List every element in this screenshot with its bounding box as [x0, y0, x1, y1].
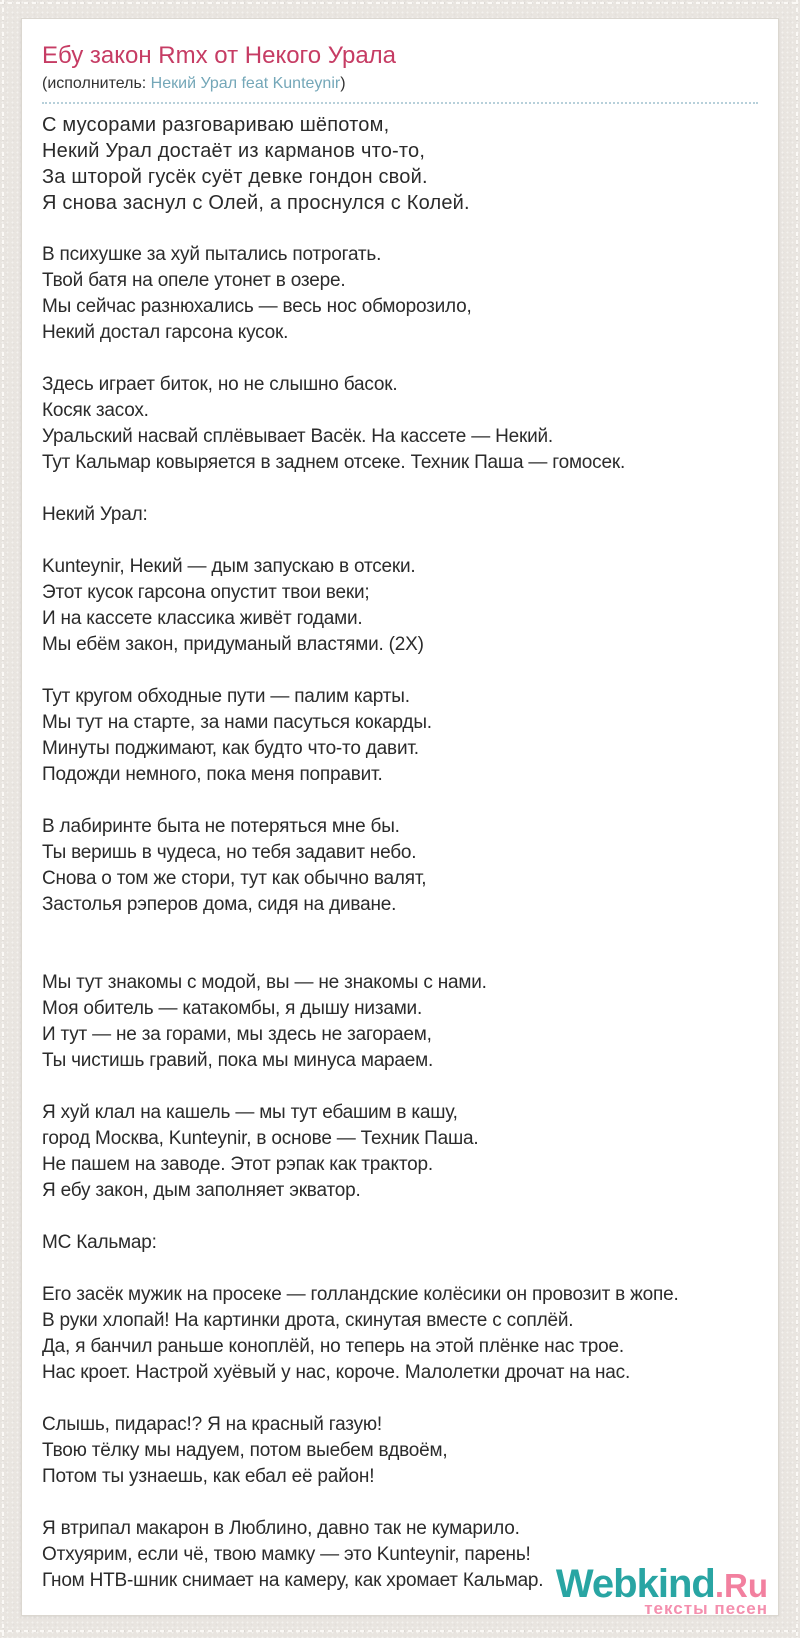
lyric-line: Потом ты узнаешь, как ебал её район! [42, 1466, 375, 1487]
artist-label: (исполнитель: [42, 75, 151, 92]
lyric-line: И тут — не за горами, мы здесь не загораем, [42, 1024, 432, 1045]
artist-line-suffix: ) [340, 75, 346, 92]
stitched-border-bottom [0, 1630, 800, 1632]
lyric-line: В психушке за хуй пытались потрогать. [42, 244, 382, 265]
lyric-line: Мы сейчас разнюхались — весь нос обморозило, [42, 296, 472, 317]
stitched-border-left [2, 0, 4, 1638]
lyric-line: За шторой гусёк суёт девке гондон свой. [42, 166, 428, 188]
lyrics-section-heading [42, 1230, 758, 1256]
lyric-line: MC Кальмар: [42, 1232, 157, 1253]
lyric-line: В лабиринте быта не потеряться мне бы. [42, 816, 400, 837]
lyric-line: Снова о том же стори, тут как обычно валят, [42, 868, 427, 889]
lyric-line: Здесь играет биток, но не слышно басок. [42, 374, 398, 395]
lyric-line: Мы ебём закон, придуманый властями. (2X) [42, 634, 424, 655]
lyric-line: Этот кусок гарсона опустит твои веки; [42, 582, 370, 603]
lyric-line: Тут кругом обходные пути — палим карты. [42, 686, 410, 707]
stanza [42, 554, 758, 658]
lyric-line: Kunteynir, Некий — дым запускаю в отсеки. [42, 556, 416, 577]
lyric-line: Уральский насвай сплёвывает Васёк. На кассете — Некий. [42, 426, 554, 447]
artist-line [42, 74, 758, 104]
artist-link[interactable]: Некий Урал feat Kunteynir [150, 75, 341, 92]
lyric-line: Моя обитель — катакомбы, я дышу низами. [42, 998, 423, 1019]
lyrics-section-heading [42, 502, 758, 528]
lyric-line: Ты чистишь гравий, пока мы минуса мараем. [42, 1050, 434, 1071]
lyric-line: Некий Урал достаёт из карманов что-то, [42, 140, 426, 162]
lyric-line: Нас кроет. Настрой хуёвый у нас, короче. Малолетки дрочат на нас. [42, 1362, 631, 1383]
lyrics [42, 112, 758, 1594]
lyric-line: Не пашем на заводе. Этот рэпак как трактор. [42, 1154, 433, 1175]
lyric-line: В руки хлопай! На картинки дрота, скинутая вместе с соплёй. [42, 1310, 574, 1331]
stanza [42, 1412, 758, 1490]
lyric-line: Минуты поджимают, как будто что-то давит. [42, 738, 419, 759]
stanza [42, 814, 758, 918]
lyrics-card [21, 18, 779, 1616]
stanza [42, 112, 758, 216]
lyric-line: И на кассете классика живёт годами. [42, 608, 363, 629]
lyric-line: Некий достал гарсона кусок. [42, 322, 289, 343]
lyric-line: Мы тут знакомы с модой, вы — не знакомы с нами. [42, 972, 487, 993]
webkind-logo-suffix: .Ru [714, 1567, 768, 1604]
lyric-line: Твой батя на опеле утонет в озере. [42, 270, 346, 291]
webkind-logo-main: Webkind [555, 1562, 715, 1606]
webkind-logo-tagline: тексты песен [644, 1599, 768, 1618]
lyric-line: Отхуярим, если чё, твою мамку — это Kunteynir, парень! [42, 1544, 531, 1565]
stanza [42, 970, 758, 1074]
lyric-line: Да, я банчил раньше коноплёй, но теперь на этой плёнке нас трое. [42, 1336, 624, 1357]
stanza [42, 1282, 758, 1386]
stitched-border-right [796, 0, 798, 1638]
lyric-line: Слышь, пидарас!? Я на красный газую! [42, 1414, 382, 1435]
lyric-line: Тут Кальмар ковыряется в заднем отсеке. Техник Паша — гомосек. [42, 452, 626, 473]
lyric-line: Застолья рэперов дома, сидя на диване. [42, 894, 397, 915]
stitched-border-top [0, 2, 800, 4]
stanza [42, 242, 758, 346]
lyric-line: Косяк засох. [42, 400, 149, 421]
stanza [42, 372, 758, 476]
lyric-line: Я втрипал макарон в Люблино, давно так не кумарило. [42, 1518, 520, 1539]
lyric-line: Его засёк мужик на просеке — голландские колёсики он провозит в жопе. [42, 1284, 679, 1305]
lyric-line: город Москва, Kunteynir, в основе — Техник Паша. [42, 1128, 479, 1149]
lyric-line: Я ебу закон, дым заполняет экватор. [42, 1180, 361, 1201]
lyric-line: Ты веришь в чудеса, но тебя задавит небо. [42, 842, 417, 863]
lyric-line: Твою тёлку мы надуем, потом выебем вдвоём, [42, 1440, 448, 1461]
lyric-line: С мусорами разговариваю шёпотом, [42, 114, 390, 136]
page-title: Ебу закон Rmx от Некого Урала [42, 42, 397, 69]
lyric-line: Я хуй клал на кашель — мы тут ебашим в кашу, [42, 1102, 458, 1123]
stanza [42, 684, 758, 788]
lyric-line: Некий Урал: [42, 504, 148, 525]
stanza [42, 1100, 758, 1204]
webkind-logo[interactable] [556, 1564, 768, 1617]
lyric-line: Я снова заснул с Олей, а проснулся с Колей. [42, 192, 470, 214]
lyric-line: Мы тут на старте, за нами пасуться кокарды. [42, 712, 432, 733]
lyric-line: Гном НТВ-шник снимает на камеру, как хромает Кальмар. [42, 1570, 544, 1591]
lyric-line: Подожди немного, пока меня поправит. [42, 764, 383, 785]
